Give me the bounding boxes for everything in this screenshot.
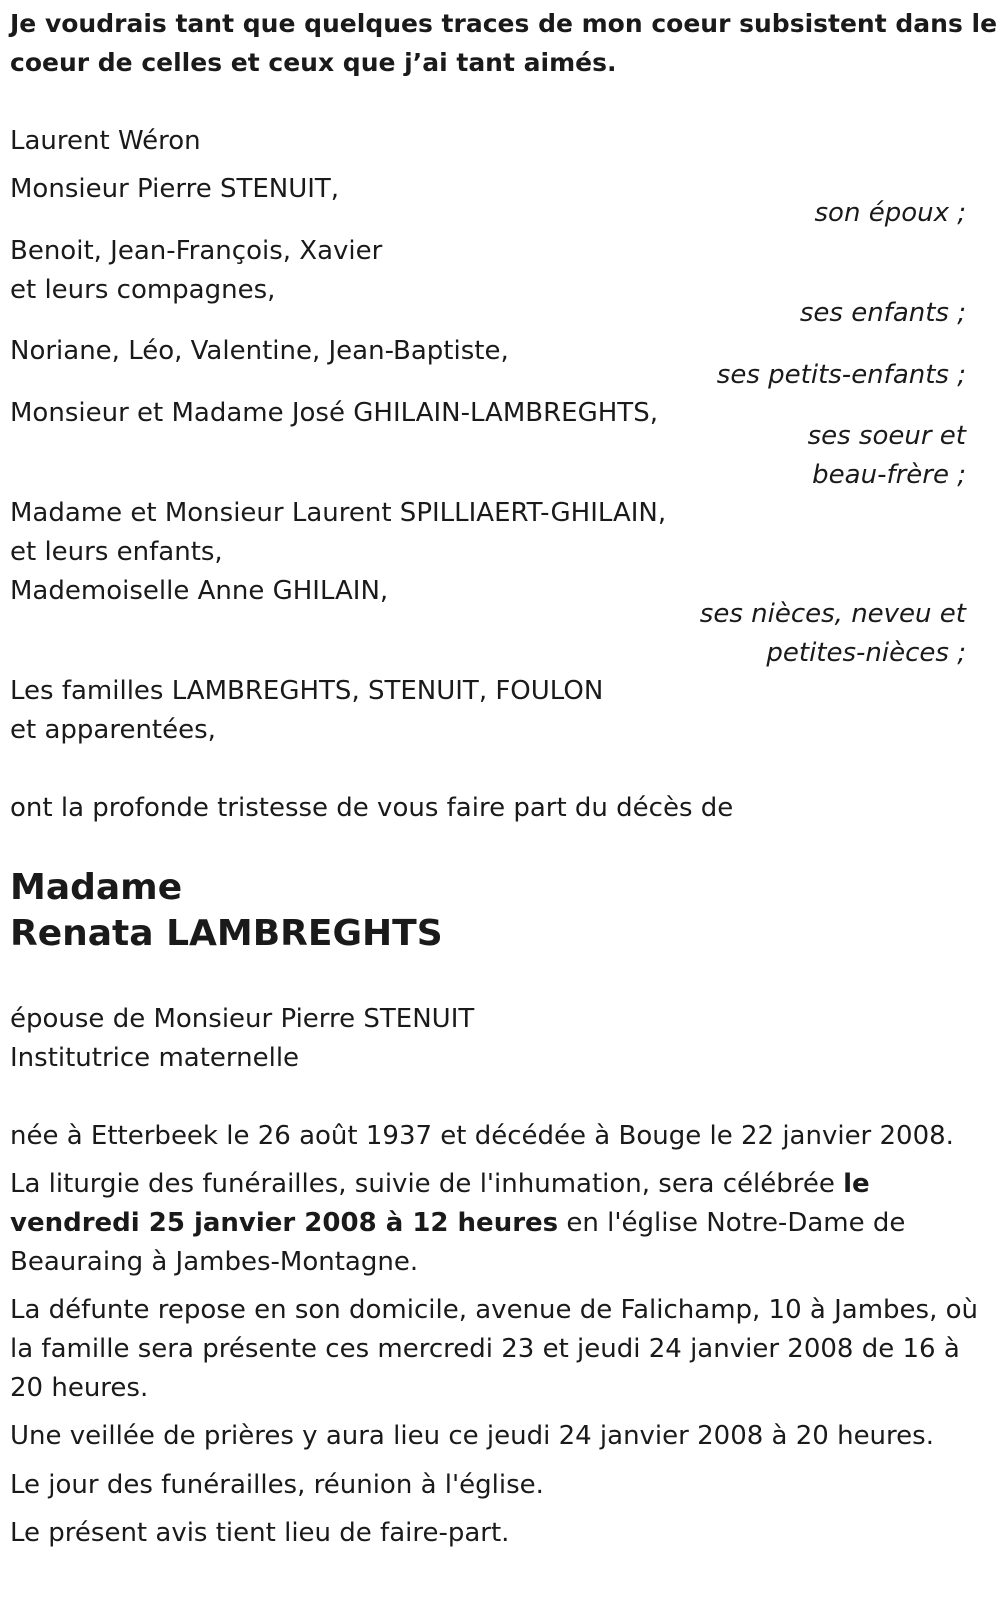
deceased-profession: Institutrice maternelle — [10, 1043, 300, 1073]
quote-line-1: Je voudrais tant que quelques traces de mon coeur subsistent dans le — [10, 9, 998, 38]
rest-line-3: 20 heures. — [10, 1373, 149, 1403]
quote-line-2: coeur de celles et ceux que j’ai tant aimés. — [10, 48, 617, 77]
deceased-name: Renata LAMBREGHTS — [10, 913, 443, 954]
family-husband: Monsieur Pierre STENUIT, — [10, 174, 340, 204]
sister-role-1: ses soeur et — [807, 421, 966, 451]
children-role: ses enfants ; — [799, 298, 966, 328]
deceased-spouse: épouse de Monsieur Pierre STENUIT — [10, 1004, 475, 1034]
funeral-text-1a: La liturgie des funérailles, suivie de l'inhumation, sera célébrée — [10, 1169, 844, 1199]
family-nieces-3: Mademoiselle Anne GHILAIN, — [10, 576, 389, 606]
birth-death: née à Etterbeek le 26 août 1937 et décédée à Bouge le 22 janvier 2008. — [10, 1121, 954, 1151]
grandchildren-role: ses petits-enfants ; — [716, 360, 966, 390]
family-children-2: et leurs compagnes, — [10, 275, 276, 305]
deceased-title: Madame — [10, 867, 183, 908]
family-families-2: et apparentées, — [10, 715, 216, 745]
husband-role: son époux ; — [814, 198, 966, 228]
family-children-1: Benoit, Jean-François, Xavier — [10, 236, 383, 266]
sister-role-2: beau-frère ; — [812, 460, 966, 490]
notice: Le présent avis tient lieu de faire-part. — [10, 1518, 510, 1548]
funeral-date: vendredi 25 janvier 2008 à 12 heures — [10, 1208, 559, 1238]
family-sister: Monsieur et Madame José GHILAIN-LAMBREGHTS, — [10, 398, 658, 428]
announcement: ont la profonde tristesse de vous faire part du décès de — [10, 793, 734, 823]
funeral-line-2 — [10, 1208, 905, 1238]
vigil: Une veillée de prières y aura lieu ce jeudi 24 janvier 2008 à 20 heures. — [10, 1421, 934, 1451]
gathering: Le jour des funérailles, réunion à l'église. — [10, 1470, 544, 1500]
funeral-line-1 — [10, 1169, 870, 1199]
rest-line-1: La défunte repose en son domicile, avenue de Falichamp, 10 à Jambes, où — [10, 1295, 978, 1325]
rest-line-2: la famille sera présente ces mercredi 23 et jeudi 24 janvier 2008 de 16 à — [10, 1334, 960, 1364]
funeral-text-2b: en l'église Notre-Dame de — [558, 1208, 906, 1238]
family-grandchildren: Noriane, Léo, Valentine, Jean-Baptiste, — [10, 336, 509, 366]
family-families-1: Les familles LAMBREGHTS, STENUIT, FOULON — [10, 676, 604, 706]
nieces-role-2: petites-nièces ; — [766, 638, 966, 668]
funeral-line-3: Beauraing à Jambes-Montagne. — [10, 1247, 419, 1277]
family-nieces-1: Madame et Monsieur Laurent SPILLIAERT-GHILAIN, — [10, 498, 667, 528]
family-laurent: Laurent Wéron — [10, 126, 201, 156]
funeral-text-1b: le — [843, 1169, 870, 1199]
nieces-role-1: ses nièces, neveu et — [699, 599, 966, 629]
family-nieces-2: et leurs enfants, — [10, 537, 223, 567]
